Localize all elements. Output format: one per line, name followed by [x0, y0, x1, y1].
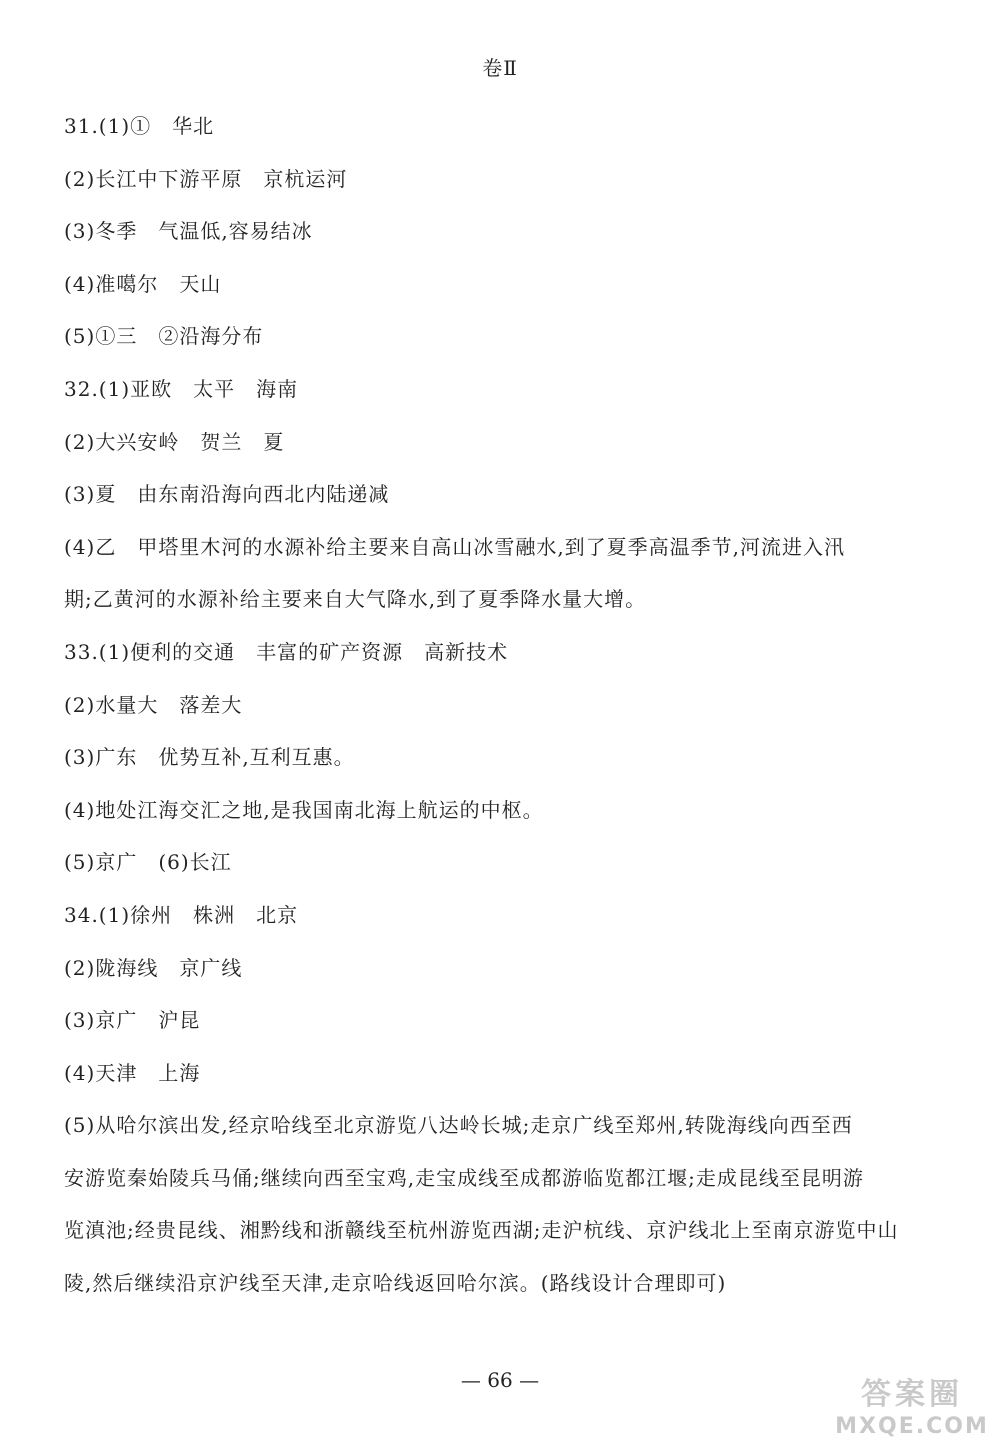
watermark-url: MXQE.COM — [835, 1414, 989, 1439]
answer-line: (4)乙 甲塔里木河的水源补给主要来自高山冰雪融水,到了夏季高温季节,河流进入汛 — [64, 534, 846, 559]
answer-line: (2)陇海线 京广线 — [64, 955, 243, 980]
answer-line: 31.(1)① 华北 — [64, 114, 215, 138]
answer-line: (2)水量大 落差大 — [64, 692, 243, 717]
answer-line: (4)地处江海交汇之地,是我国南北海上航运的中枢。 — [64, 797, 544, 822]
answer-line: (2)长江中下游平原 京杭运河 — [64, 166, 348, 191]
watermark-logo-text: 答案圈 — [861, 1377, 963, 1412]
site-watermark — [832, 1376, 992, 1448]
answer-line: (2)大兴安岭 贺兰 夏 — [64, 429, 285, 454]
answer-line: 览滇池;经贵昆线、湘黔线和浙赣线至杭州游览西湖;走沪杭线、京沪线北上至南京游览中山 — [64, 1218, 899, 1243]
page-number: — 66 — — [460, 1368, 540, 1392]
answer-line: (3)京广 沪昆 — [64, 1008, 201, 1033]
page-title: 卷Ⅱ — [482, 56, 518, 80]
answer-line: (5)从哈尔滨出发,经京哈线至北京游览八达岭长城;走京广线至郑州,转陇海线向西至西 — [64, 1113, 853, 1138]
answer-content — [64, 100, 936, 1310]
answer-line: (3)冬季 气温低,容易结冰 — [64, 219, 313, 244]
answer-line: (4)准噶尔 天山 — [64, 271, 222, 296]
answer-line: 34.(1)徐州 株洲 北京 — [64, 902, 299, 927]
answer-line: (5)京广 (6)长江 — [64, 850, 232, 875]
answer-line: 陵,然后继续沿京沪线至天津,走京哈线返回哈尔滨。(路线设计合理即可) — [64, 1271, 727, 1296]
answer-line: (4)天津 上海 — [64, 1060, 201, 1085]
answer-line: 期;乙黄河的水源补给主要来自大气降水,到了夏季降水量大增。 — [64, 587, 647, 612]
answer-line: 安游览秦始陵兵马俑;继续向西至宝鸡,走宝成线至成都游临览都江堰;走成昆线至昆明游 — [64, 1165, 864, 1190]
answer-line: (3)夏 由东南沿海向西北内陆递减 — [64, 482, 390, 507]
answer-line: 33.(1)便利的交通 丰富的矿产资源 高新技术 — [64, 639, 509, 664]
answer-line: (5)①三 ②沿海分布 — [64, 324, 264, 349]
answer-line: (3)广东 优势互补,互利互惠。 — [64, 745, 355, 770]
answer-line: 32.(1)亚欧 太平 海南 — [64, 376, 299, 401]
